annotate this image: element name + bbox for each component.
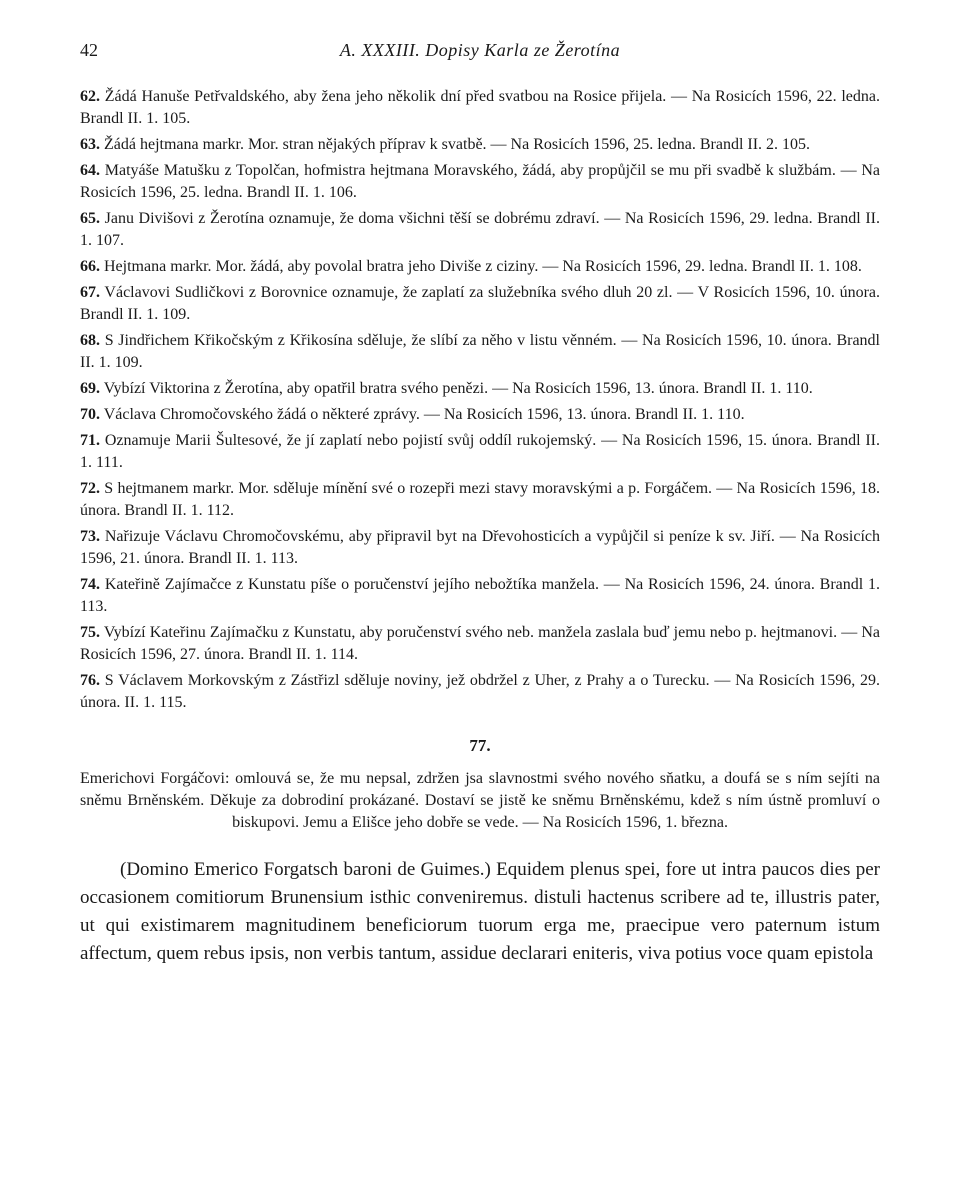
- entry-number: 65.: [80, 210, 100, 227]
- entry-text: S Václavem Morkovským z Zástřizl sděluje noviny, jež obdržel z Uher, z Prahy a o Turecku. — Na Rosicích 1596, 29. února. II. 1. 115.: [80, 672, 881, 711]
- regest-entry: [80, 478, 880, 522]
- running-head: [80, 40, 880, 68]
- entry-text: Václavovi Sudličkovi z Borovnice oznamuje, že zaplatí za služebníka svého dluh 20 zl. — V Rosicích 1596, 10. února. Brandl II. 1. 109.: [80, 284, 880, 323]
- entry-number: 72.: [80, 480, 100, 497]
- letter-latin-text: (Domino Emerico Forgatsch baroni de Guimes.) Equidem plenus spei, fore ut intra paucos dies per occasionem comitiorum Brunensium isthic conveniremus. distuli hactenus scribere ad te, illustris pater, ut qui existimarem magnitudinem beneficiorum tuorum erga me, praecipue vero paternum istum affectum, quem rebus ipsis, non verbis tantum, assidue declarari eniteris, viva potius voce quam epistola: [80, 859, 880, 964]
- entry-number: 73.: [80, 528, 100, 545]
- page-number: 42: [80, 40, 98, 60]
- entry-text: Vybízí Viktorina z Žerotína, aby opatřil bratra svého penězi. — Na Rosicích 1596, 13. února. Brandl II. 1. 110.: [103, 380, 813, 397]
- regest-entry: [80, 378, 880, 400]
- regest-entry: [80, 208, 880, 252]
- letter-summary: Emerichovi Forgáčovi: omlouvá se, že mu nepsal, zdržen jsa slavnostmi svého nového sňatku, a doufá se s ním sejíti na sněmu Brněnském. Děkuje za dobrodiní prokázané. Dostaví se jistě ke sněmu Brněnskému, kdež s ním ústně promluví o biskupovi. Jemu a Elišce jeho dobře se vede. — Na Rosicích 1596, 1. března.: [80, 770, 880, 831]
- regest-entry: [80, 404, 880, 426]
- regesta-list: [80, 86, 880, 714]
- regest-entry: [80, 330, 880, 374]
- regest-entry: [80, 86, 880, 130]
- entry-text: Žádá Hanuše Petřvaldského, aby žena jeho několik dní před svatbou na Rosice přijela. — Na Rosicích 1596, 22. ledna. Brandl II. 1. 105.: [80, 88, 881, 127]
- entry-number: 66.: [80, 258, 100, 275]
- entry-text: Nařizuje Václavu Chromočovskému, aby připravil byt na Dřevohosticích a vypůjčil si peníze k sv. Jiří. — Na Rosicích 1596, 21. února. Brandl II. 1. 113.: [80, 528, 880, 567]
- regest-entry: [80, 670, 880, 714]
- entry-text: Václava Chromočovského žádá o některé zprávy. — Na Rosicích 1596, 13. února. Brandl II. 1. 110.: [103, 406, 745, 423]
- entry-text: Hejtmana markr. Mor. žádá, aby povolal bratra jeho Diviše z ciziny. — Na Rosicích 1596, 29. ledna. Brandl II. 1. 108.: [104, 258, 862, 275]
- entry-text: S hejtmanem markr. Mor. sděluje mínění své o rozepři mezi stavy moravskými a p. Forgáčem. — Na Rosicích 1596, 18. února. Brandl II. 1. 112.: [80, 480, 881, 519]
- regest-entry: [80, 574, 880, 618]
- entry-text: Matyáše Matušku z Topolčan, hofmistra hejtmana Moravského, žádá, aby propůjčil se mu při svadbě k službám. — Na Rosicích 1596, 25. ledna. Brandl II. 1. 106.: [80, 162, 881, 201]
- entry-number: 71.: [80, 432, 100, 449]
- entry-text: Kateřině Zajímačce z Kunstatu píše o poručenství jejího nebožtíka manžela. — Na Rosicích 1596, 24. února. Brandl 1. 113.: [80, 576, 881, 615]
- regest-entry: [80, 256, 880, 278]
- running-title: A. XXXIII. Dopisy Karla ze Žerotína: [339, 40, 621, 60]
- entry-number: 75.: [80, 624, 100, 641]
- entry-number: 63.: [80, 136, 100, 153]
- regest-entry: [80, 430, 880, 474]
- entry-number: 74.: [80, 576, 100, 593]
- regest-entry: [80, 526, 880, 570]
- regest-entry: [80, 160, 880, 204]
- entry-text: Janu Divišovi z Žerotína oznamuje, že doma všichni těší se dobrému zdraví. — Na Rosicích 1596, 29. ledna. Brandl II. 1. 107.: [80, 210, 880, 249]
- regest-entry: [80, 134, 880, 156]
- entry-text: S Jindřichem Křikočským z Křikosína sděluje, že slíbí za něho v listu věnném. — Na Rosicích 1596, 10. února. Brandl II. 1. 109.: [80, 332, 881, 371]
- entry-number: 62.: [80, 88, 100, 105]
- entry-number: 70.: [80, 406, 100, 423]
- entry-text: Žádá hejtmana markr. Mor. stran nějakých příprav k svatbě. — Na Rosicích 1596, 25. ledna. Brandl II. 2. 105.: [104, 136, 811, 153]
- entry-number: 64.: [80, 162, 100, 179]
- entry-number: 69.: [80, 380, 100, 397]
- entry-number: 67.: [80, 284, 100, 301]
- entry-number: 68.: [80, 332, 100, 349]
- regest-entry: [80, 282, 880, 326]
- document-page: [80, 40, 880, 968]
- entry-number: 76.: [80, 672, 100, 689]
- regest-entry: [80, 622, 880, 666]
- letter-number: 77.: [469, 736, 491, 755]
- entry-text: Vybízí Kateřinu Zajímačku z Kunstatu, aby poručenství svého neb. manžela zaslala buď jemu nebo p. hejtmanovi. — Na Rosicích 1596, 27. února. Brandl II. 1. 114.: [80, 624, 880, 663]
- entry-text: Oznamuje Marii Šultesové, že jí zaplatí nebo pojistí svůj oddíl rukojemský. — Na Rosicích 1596, 15. února. Brandl II. 1. 111.: [80, 432, 881, 471]
